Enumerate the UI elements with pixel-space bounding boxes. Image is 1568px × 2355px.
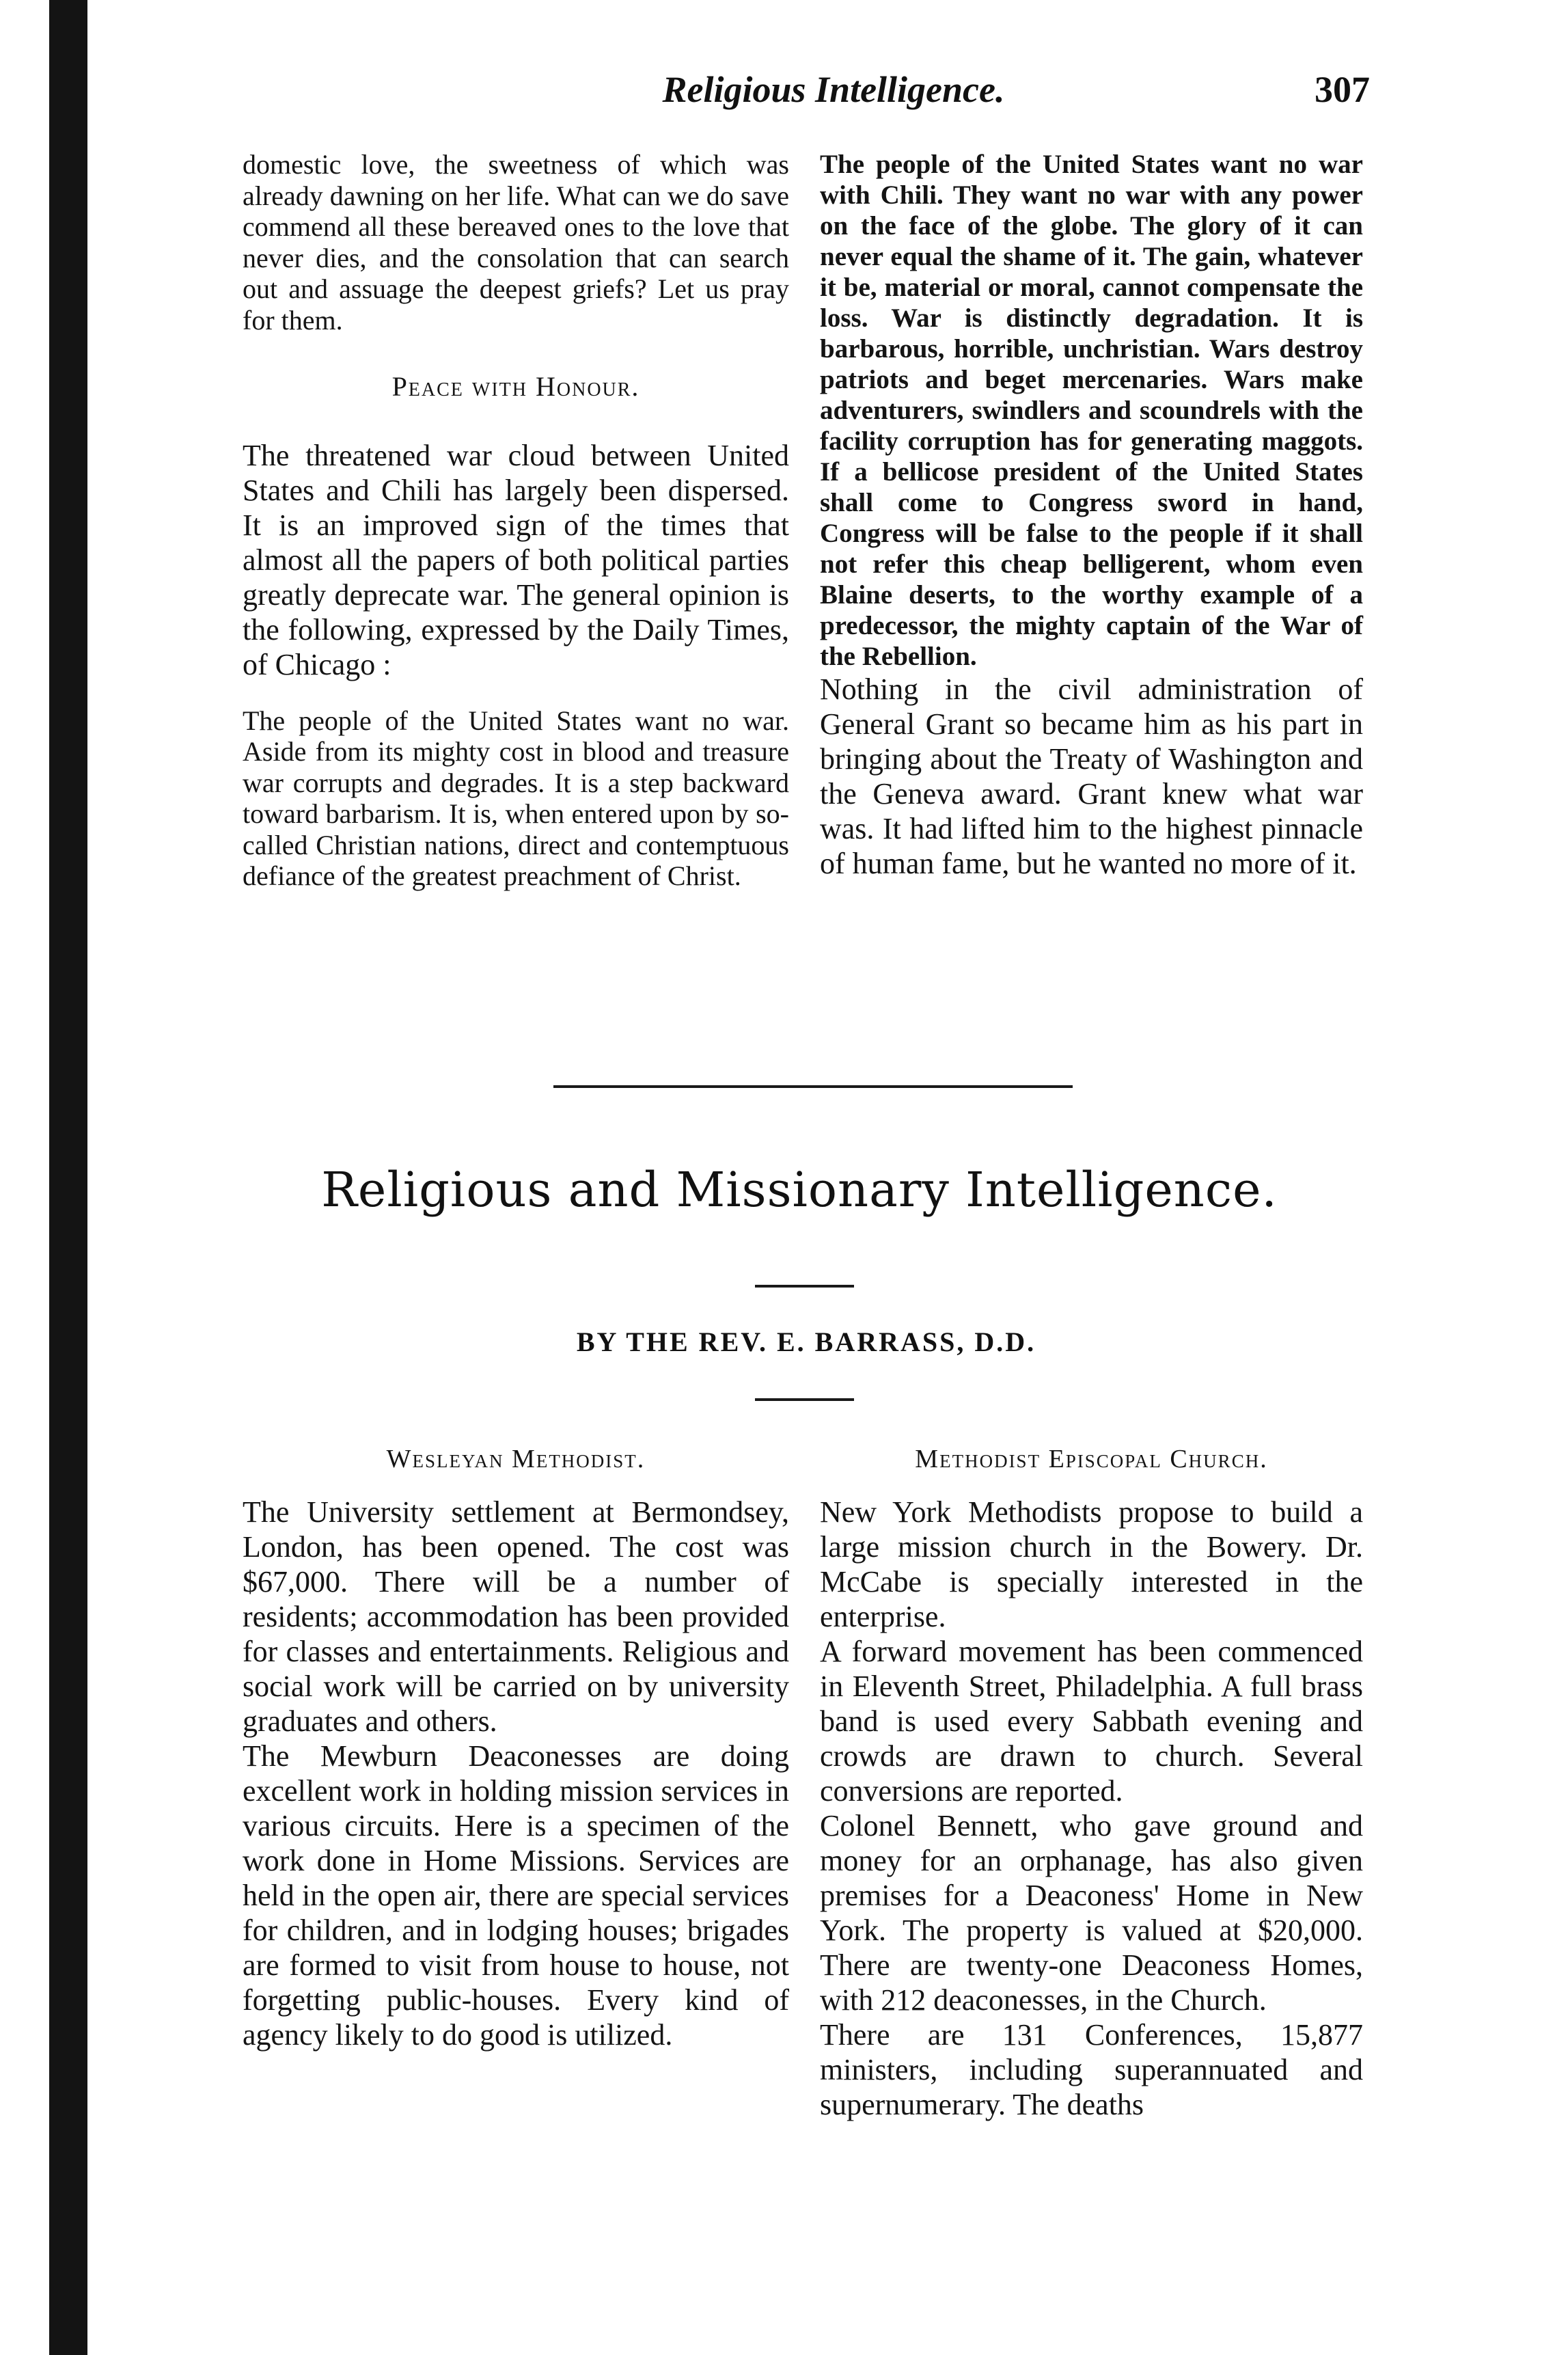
left-column-bottom xyxy=(243,1442,789,2052)
left-column-top xyxy=(243,149,789,892)
right-column-top xyxy=(820,149,1363,881)
right-column-bottom xyxy=(820,1442,1363,2122)
right-paragraph-1: The people of the United States want no war with Chili. They want no war with any power on the face of the globe. The glory of it can never equal the shame of it. The gain, whatever it be, material or moral, cannot compensate the loss. War is distinctly degradation. It is barbarous, horrible, unchristian. Wars destroy patriots and beget mercenaries. Wars make adventurers, swindlers and scoundrels with the facility corruption has for generating maggots. If a bellicose president of the United States shall come to Congress sword in hand, Congress will be false to the people if it shall not refer this cheap belligerent, whom even Blaine deserts, to the worthy example of a predecessor, the mighty captain of the War of the Rebellion. xyxy=(820,150,1363,671)
binding-edge xyxy=(49,0,87,2355)
left-paragraph-1: domestic love, the sweetness of which was already dawning on her life. What can we do save commend all these bereaved ones to the love that never dies, and the consolation that can search out and assuage the deepest griefs? Let us pray for them. xyxy=(243,149,789,336)
page-number: 307 xyxy=(1315,69,1370,110)
byline: BY THE REV. E. BARRASS, D.D. xyxy=(576,1326,1036,1357)
divider-rule-top xyxy=(553,1085,1073,1088)
right-paragraph-2: Nothing in the civil administration of General Grant so became him as his part in bringing about the Treaty of Washington and the Geneva award. Grant knew what war was. It had lifted him to the highest pinnacle of human fame, but he wanted no more of it. xyxy=(820,672,1363,880)
divider-rule-short-2 xyxy=(755,1398,854,1401)
running-title: Religious Intelligence. xyxy=(662,69,1005,110)
quoted-paragraph: The people of the United States want no war. Aside from its mighty cost in blood and treasure war corrupts and degrades. It is a step backward toward barbarism. It is, when entered upon by so-called Christian nations, direct and contemptuous defiance of the greatest preachment of Christ. xyxy=(243,705,789,891)
left-paragraph-2: The threatened war cloud between United States and Chili has largely been dispersed. It is an improved sign of the times that almost all the papers of both political parties greatly deprecate war. The general opinion is the following, expressed by the Daily Times, of Chicago : xyxy=(243,438,789,681)
spacer xyxy=(243,682,789,705)
wesleyan-paragraph-2: The Mewburn Deaconesses are doing excellent work in holding mission services in various circuits. Here is a specimen of the work done in Home Missions. Services are held in the open air, there are special services for children, and in lodging houses; brigades are formed to visit from house to house, not forgetting public-houses. Every kind of agency likely to do good is utilized. xyxy=(243,1739,789,2052)
episcopal-paragraph-1: New York Methodists propose to build a large mission church in the Bowery. Dr. McCabe is specially interested in the enterprise. xyxy=(820,1495,1363,1633)
episcopal-paragraph-3: Colonel Bennett, who gave ground and money for an orphanage, has also given premises for a Deaconess' Home in New York. The property is valued at $20,000. There are twenty-one Deaconess Homes, with 212 deaconesses, in the Church. xyxy=(820,1809,1363,2017)
episcopal-paragraph-2: A forward movement has been commenced in Eleventh Street, Philadelphia. A full brass band is used every Sabbath evening and crowds are drawn to church. Several conversions are reported. xyxy=(820,1635,1363,1808)
wesleyan-paragraph-1: The University settlement at Bermondsey, London, has been opened. The cost was $67,000. There will be a number of residents; accommodation has been provided for classes and entertainments. Religious and social work will be carried on by university graduates and others. xyxy=(243,1495,789,1738)
subheading-peace-with-honour: Peace with Honour. xyxy=(391,371,640,402)
heading-methodist-episcopal-church: Methodist Episcopal Church. xyxy=(915,1445,1268,1473)
heading-wesleyan-methodist: Wesleyan Methodist. xyxy=(386,1445,646,1473)
episcopal-paragraph-4: There are 131 Conferences, 15,877 ministers, including superannuated and supernumerary. The deaths xyxy=(820,2018,1363,2121)
section-title: Religious and Missionary Intelligence. xyxy=(321,1162,1278,1218)
divider-rule-short-1 xyxy=(755,1285,854,1288)
